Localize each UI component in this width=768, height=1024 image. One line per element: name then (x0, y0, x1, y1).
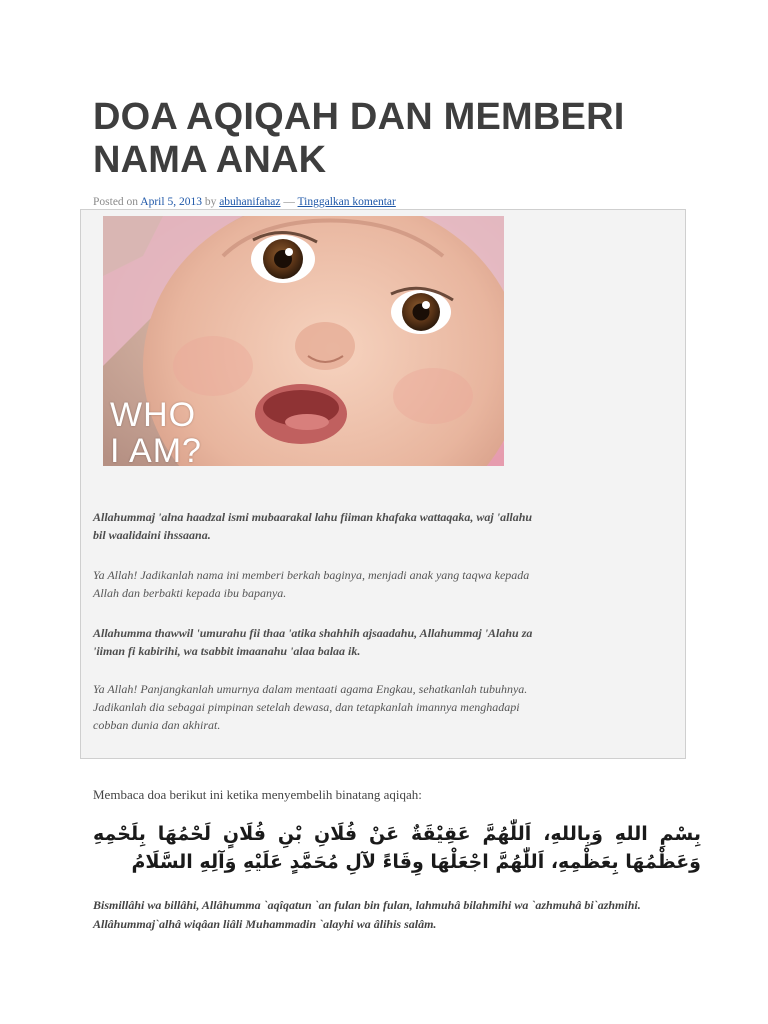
author-link[interactable]: abuhanifahaz (219, 196, 281, 208)
doa-naming-arabic-transliteration: Allahummaj 'alna haadzal ismi mubaarakal lahu fiiman khafaka wattaqaka, waj 'allahu bil waalidaini ihssaana. (93, 510, 533, 542)
aqiqah-latin-transliteration: Bismillâhi wa billâhi, Allâhumma `aqîqatun `an fulan bin fulan, lahmuhâ bilahmihi wa `azhmuhâ bi`azhmihi. Allâhummaj`alhâ wiqâan liâli Muhammadin `alayhi wa âlihis salâm. (93, 898, 641, 931)
post-meta (93, 196, 396, 208)
leave-comment-link[interactable]: Tinggalkan komentar (297, 196, 396, 208)
doa-long-life-transliteration: Allahumma thawwil 'umurahu fii thaa 'atika shahhih ajsaadahu, Allahummaj 'Alahu za 'iiman fi kabirihi, wa tsabbit imaanahu 'alaa balaa ik. (93, 626, 533, 658)
photo-caption-line-2: I AM? (110, 432, 202, 466)
post-content-box (80, 209, 686, 759)
doa-naming-translation: Ya Allah! Jadikanlah nama ini memberi berkah baginya, menjadi anak yang taqwa kepada Allah dan berbakti kepada ibu bapanya. (93, 568, 530, 600)
aqiqah-intro-text: Membaca doa berikut ini ketika menyembelih binatang aqiqah: (93, 787, 422, 802)
posted-on-label: Posted on (93, 196, 139, 208)
doa-long-life-translation: Ya Allah! Panjangkanlah umurnya dalam mentaati agama Engkau, sehatkanlah tubuhnya. Jadikanlah dia sebagai pimpinan setelah dewasa, dan tetapkanlah imannya menghadapi cobban dunia dan akhirat. (93, 682, 528, 732)
aqiqah-arabic-text: بِسْمِ اللهِ وَبِاللهِ، اَللّٰهُمَّ عَقِيْقَةٌ عَنْ فُلَانِ بْنِ فُلَانٍ لَحْمُهَا بِلَحْمِهِ وَعَظْمُهَا بِعَظْمِهِ، اَللّٰهُمَّ اجْعَلْهَا وِقَاءً لآلِ مُحَمَّدٍ عَلَيْهِ وَآلِهِ السَّلَامُ (93, 823, 701, 873)
post-date-link[interactable]: April 5, 2013 (140, 196, 202, 208)
photo-caption-overlay (110, 397, 202, 466)
post-title: DOA AQIQAH DAN MEMBERI NAMA ANAK (93, 96, 625, 181)
featured-image (103, 216, 504, 466)
meta-separator: — (283, 196, 295, 208)
by-label: by (204, 196, 217, 208)
photo-caption-line-1: WHO (110, 396, 197, 434)
